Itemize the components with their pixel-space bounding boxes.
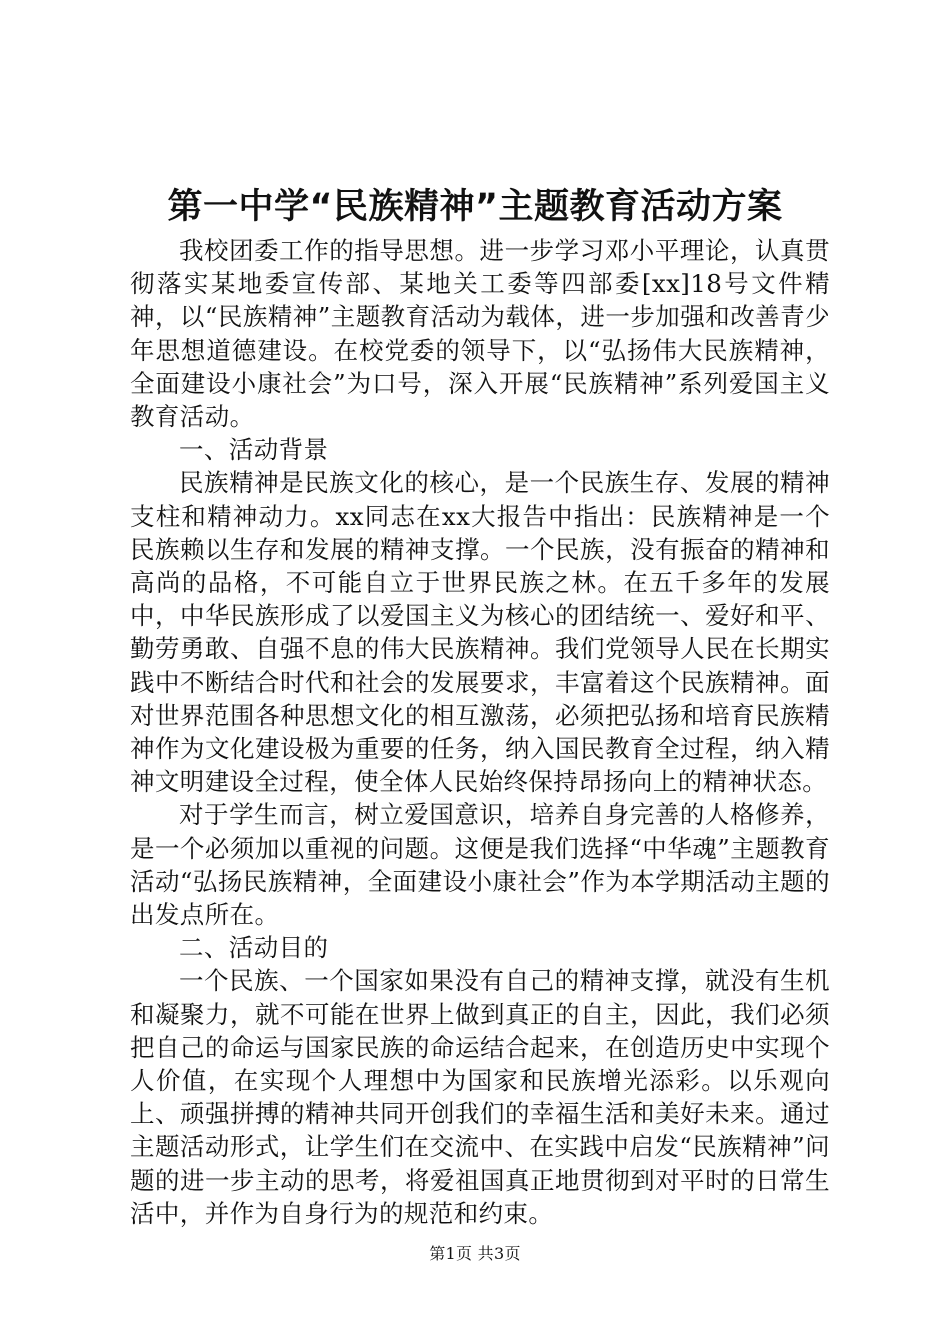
document-body bbox=[130, 234, 830, 1230]
page-number-footer: 第1页 共3页 bbox=[429, 1244, 521, 1263]
document-title: 第一中学“民族精神”主题教育活动方案 bbox=[167, 187, 783, 227]
section-heading-background: 一、活动背景 bbox=[179, 435, 329, 465]
paragraph-purpose-1: 一个民族、一个国家如果没有自己的精神支撑，就没有生机和凝聚力，就不可能在世界上做到真正的自主，因此，我们必须把自己的命运与国家民族的命运结合起来，在创造历史中实现个人价值，在实现个人理想中为国家和民族增光添彩。以乐观向上、顽强拼搏的精神共同开创我们的幸福生活和美好未来。通过主题活动形式，让学生们在交流中、在实践中启发“民族精神”问题的进一步主动的思考，将爱祖国真正地贯彻到对平时的日常生活中，并作为自身行为的规范和约束。 bbox=[130, 966, 830, 1228]
paragraph-intro: 我校团委工作的指导思想。进一步学习邓小平理论，认真贯彻落实某地委宣传部、某地关工委等四部委[xx]18号文件精神，以“民族精神”主题教育活动为载体，进一步加强和改善青少年思想道德建设。在校党委的领导下，以“弘扬伟大民族精神，全面建设小康社会”为口号，深入开展“民族精神”系列爱国主义教育活动。 bbox=[130, 236, 830, 432]
section-heading-purpose: 二、活动目的 bbox=[179, 933, 329, 963]
paragraph-background-2: 对于学生而言，树立爱国意识，培养自身完善的人格修养，是一个必须加以重视的问题。这便是我们选择“中华魂”主题教育活动“弘扬民族精神，全面建设小康社会”作为本学期活动主题的出发点所在。 bbox=[130, 800, 830, 930]
paragraph-background-1: 民族精神是民族文化的核心，是一个民族生存、发展的精神支柱和精神动力。xx同志在xx大报告中指出：民族精神是一个民族赖以生存和发展的精神支撑。一个民族，没有振奋的精神和高尚的品格，不可能自立于世界民族之林。在五千多年的发展中，中华民族形成了以爱国主义为核心的团结统一、爱好和平、勤劳勇敢、自强不息的伟大民族精神。我们党领导人民在长期实践中不断结合时代和社会的发展要求，丰富着这个民族精神。面对世界范围各种思想文化的相互激荡，必须把弘扬和培育民族精神作为文化建设极为重要的任务，纳入国民教育全过程，纳入精神文明建设全过程，使全体人民始终保持昂扬向上的精神状态。 bbox=[130, 468, 830, 797]
